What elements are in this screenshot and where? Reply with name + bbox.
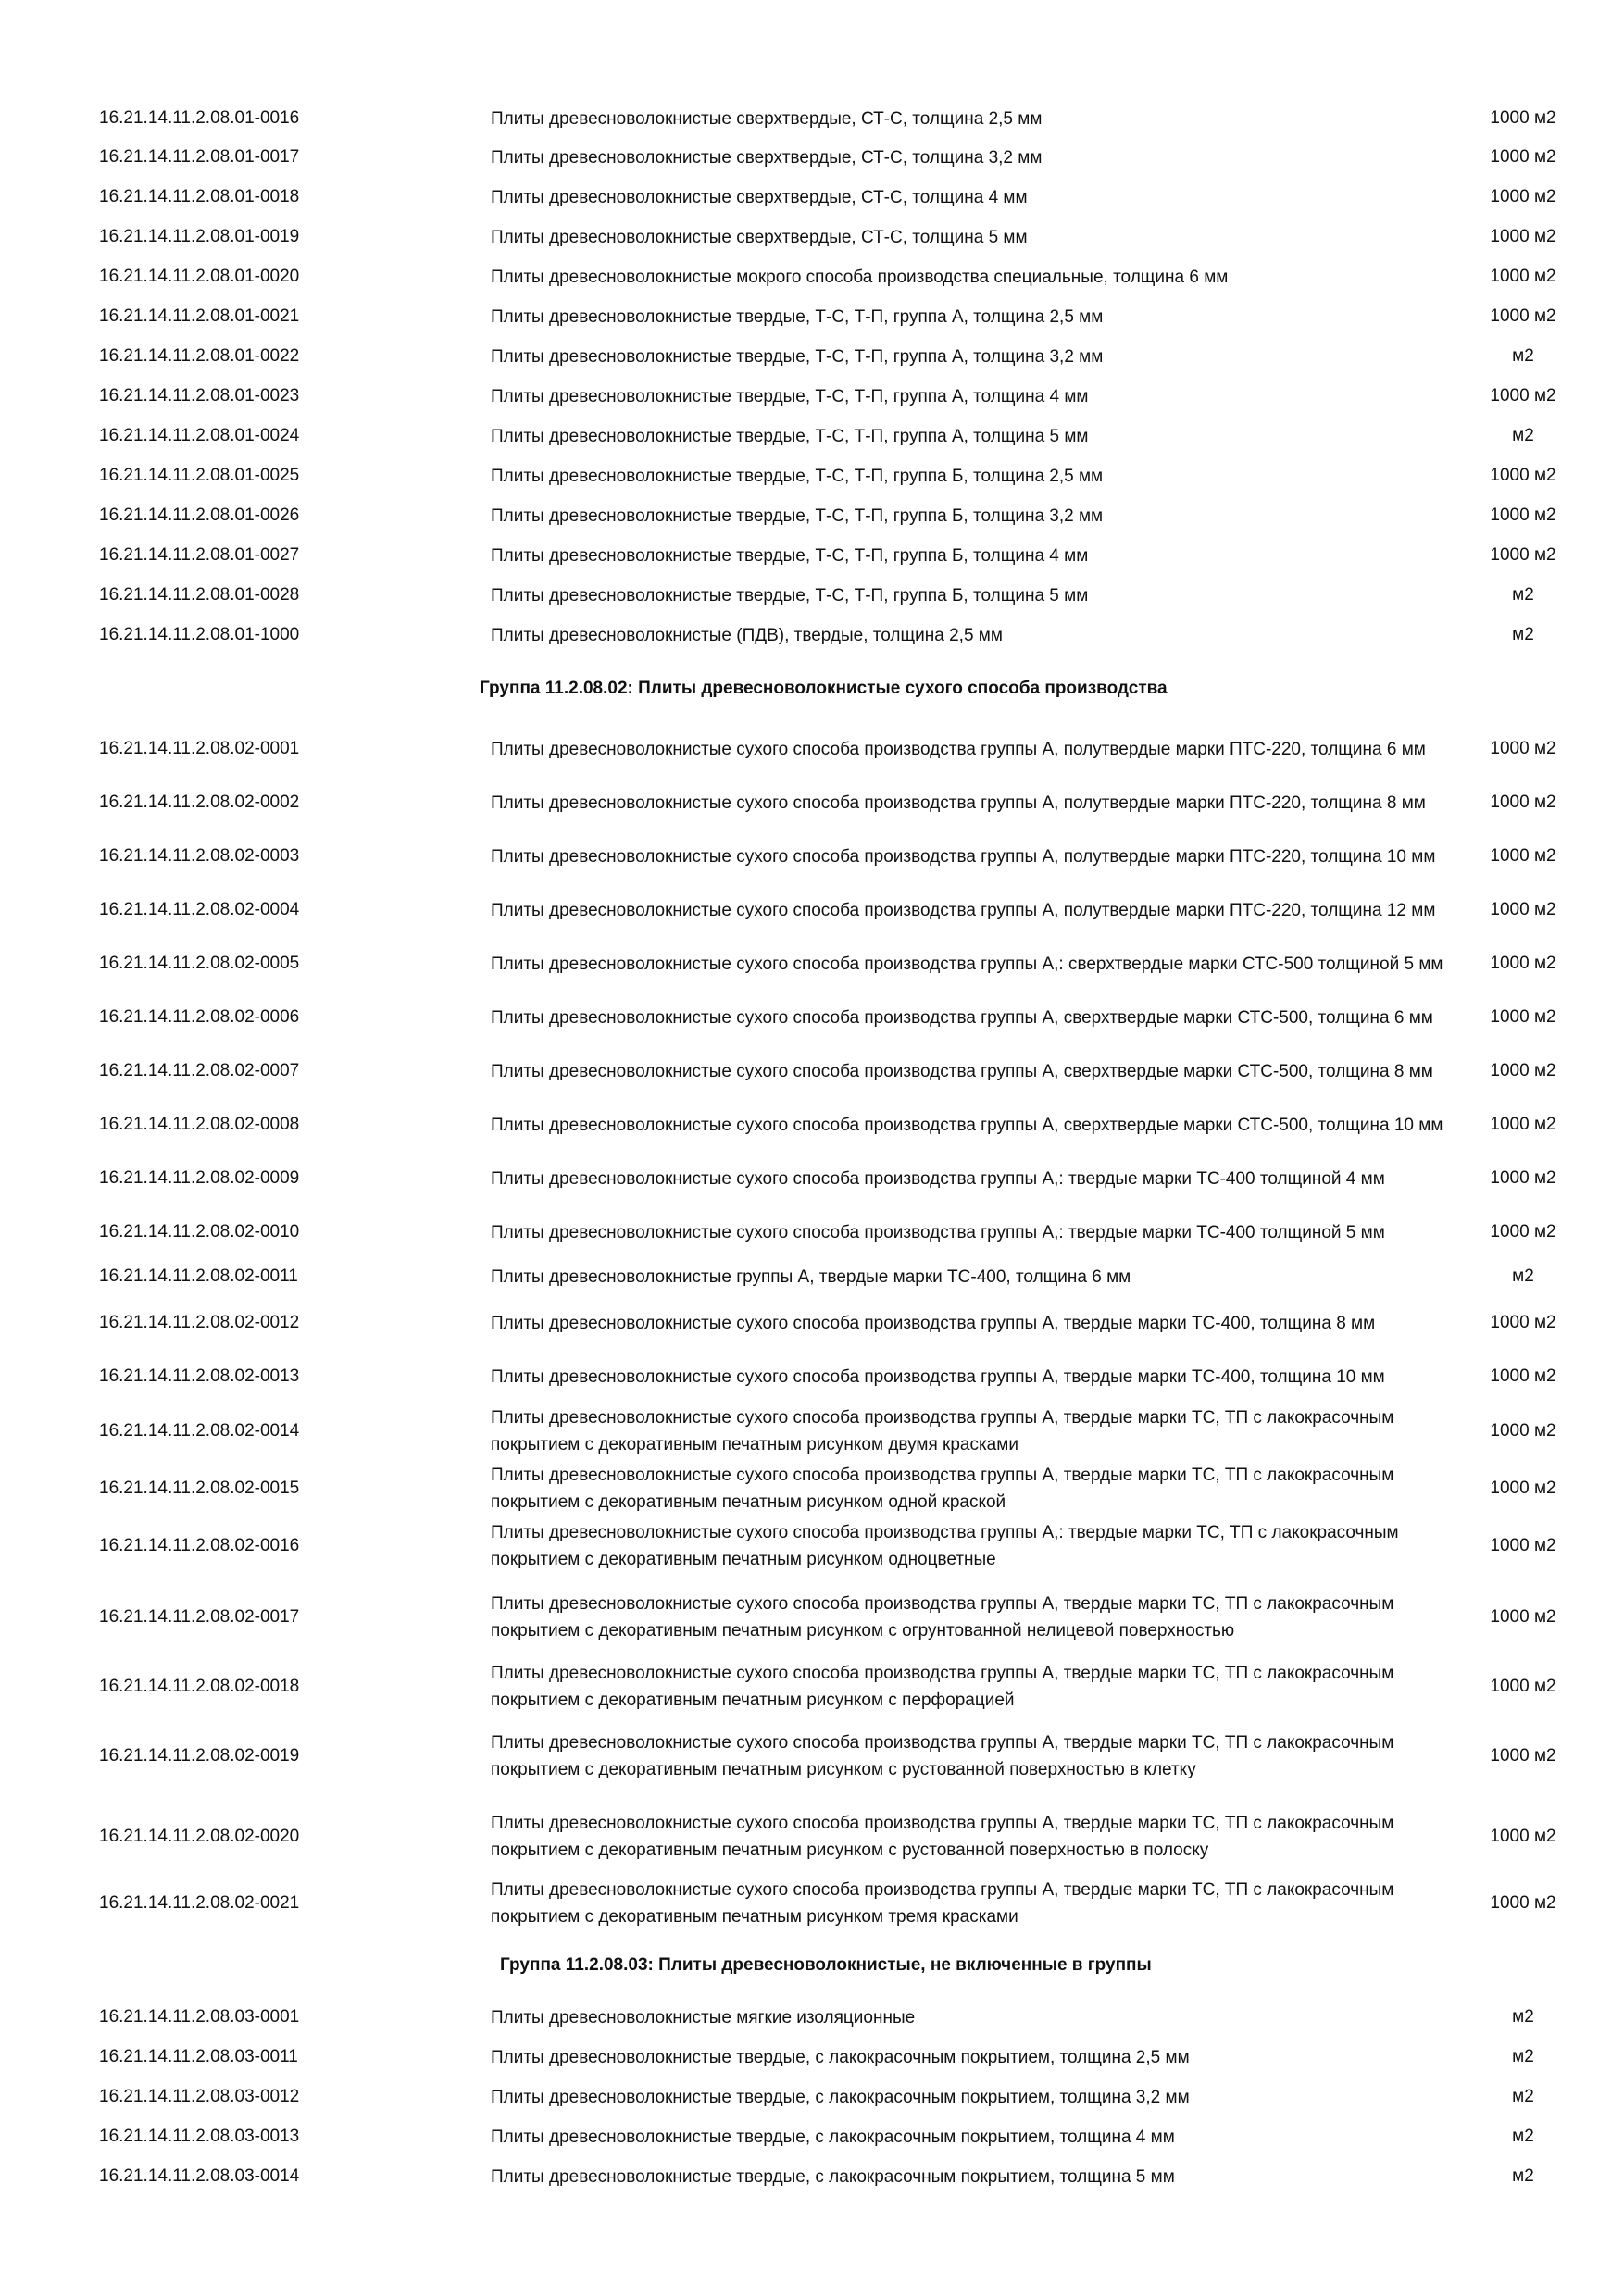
table-row (0, 991, 1624, 1044)
table-row (0, 184, 1624, 210)
item-description: Плиты древесноволокнистые сухого способа производства группы А, твердые марки ТС, ТП с лакокрасочным покрытием с декоративным печатным рисунком с рустованной поверхностью в клетку (491, 1732, 1394, 1779)
item-unit: 1000 м2 (1490, 1536, 1556, 1555)
item-unit: 1000 м2 (1490, 1222, 1556, 1242)
item-unit: 1000 м2 (1490, 545, 1556, 565)
item-code: 16.21.14.11.2.08.03-0011 (99, 2047, 298, 2066)
table-row (0, 1152, 1624, 1205)
item-code: 16.21.14.11.2.08.02-0004 (99, 900, 300, 919)
item-unit: 1000 м2 (1490, 1745, 1556, 1766)
table-row (0, 2124, 1624, 2150)
item-description: Плиты древесноволокнистые твердые, Т-С, Т-П, группа А, толщина 3,2 мм (491, 346, 1104, 367)
table-row (0, 503, 1624, 529)
item-code: 16.21.14.11.2.08.01-0025 (99, 466, 300, 485)
table-row (0, 582, 1624, 608)
item-code: 16.21.14.11.2.08.02-0021 (99, 1893, 300, 1913)
table-row (0, 1098, 1624, 1152)
table-row (0, 343, 1624, 369)
table-row (0, 622, 1624, 648)
item-code: 16.21.14.11.2.08.01-1000 (99, 625, 300, 644)
item-code: 16.21.14.11.2.08.01-0017 (99, 147, 300, 167)
table-row (0, 830, 1624, 883)
item-code: 16.21.14.11.2.08.01-0024 (99, 426, 300, 445)
item-description: Плиты древесноволокнистые сухого способа производства группы А, твердые марки ТС, ТП с лакокрасочным покрытием с декоративным печатным рисунком двумя красками (491, 1408, 1394, 1454)
item-unit: 1000 м2 (1490, 792, 1556, 812)
item-description: Плиты древесноволокнистые сухого способа производства группы А, полутвердые марки ПТС-220, толщина 10 мм (491, 846, 1436, 867)
item-unit: м2 (1512, 2047, 1534, 2066)
item-description: Плиты древесноволокнистые сухого способа производства группы А, твердые марки ТС, ТП с лакокрасочным покрытием с декоративным печатным рисунком с перфорацией (491, 1664, 1394, 1710)
item-code: 16.21.14.11.2.08.02-0016 (99, 1536, 300, 1555)
table-row (0, 776, 1624, 830)
item-unit: 1000 м2 (1490, 1606, 1556, 1627)
item-unit: 1000 м2 (1490, 227, 1556, 246)
item-unit: 1000 м2 (1490, 846, 1556, 866)
table-row (0, 722, 1624, 776)
table-row (0, 1264, 1624, 1290)
table-row (0, 1716, 1624, 1796)
item-description: Плиты древесноволокнистые сухого способа производства группы А, твердые марки ТС-400, толщина 10 мм (491, 1366, 1385, 1387)
table-row (0, 304, 1624, 330)
table-row (0, 383, 1624, 409)
item-description: Плиты древесноволокнистые сухого способа производства группы А, сверхтвердые марки СТС-500, толщина 8 мм (491, 1061, 1433, 1081)
item-description: Плиты древесноволокнистые сухого способа производства группы А, полутвердые марки ПТС-220, толщина 8 мм (491, 792, 1426, 813)
item-description: Плиты древесноволокнистые твердые, Т-С, Т-П, группа Б, толщина 4 мм (491, 545, 1089, 566)
item-description: Плиты древесноволокнистые твердые, Т-С, Т-П, группа Б, толщина 3,2 мм (491, 505, 1104, 526)
item-unit: 1000 м2 (1490, 147, 1556, 167)
item-unit: 1000 м2 (1490, 267, 1556, 286)
item-description: Плиты древесноволокнистые твердые, Т-С, Т-П, группа Б, толщина 5 мм (491, 585, 1089, 605)
item-description: Плиты древесноволокнистые сухого способа производства группы А, сверхтвердые марки СТС-500, толщина 10 мм (491, 1115, 1443, 1135)
item-unit: 1000 м2 (1490, 466, 1556, 485)
table-row (0, 1660, 1624, 1714)
item-code: 16.21.14.11.2.08.02-0009 (99, 1168, 300, 1188)
item-unit: м2 (1512, 2087, 1534, 2106)
item-code: 16.21.14.11.2.08.03-0012 (99, 2087, 300, 2106)
item-unit: 1000 м2 (1490, 1313, 1556, 1332)
table-row (0, 1796, 1624, 1877)
table-row (0, 1877, 1624, 1930)
item-unit: 1000 м2 (1490, 1115, 1556, 1134)
table-row (0, 1044, 1624, 1098)
item-unit: м2 (1512, 2127, 1534, 2146)
table-row (0, 463, 1624, 489)
item-code: 16.21.14.11.2.08.02-0013 (99, 1366, 300, 1386)
item-unit: 1000 м2 (1490, 1007, 1556, 1027)
item-code: 16.21.14.11.2.08.02-0012 (99, 1313, 300, 1332)
item-code: 16.21.14.11.2.08.01-0019 (99, 227, 300, 246)
item-code: 16.21.14.11.2.08.02-0002 (99, 792, 300, 812)
item-description: Плиты древесноволокнистые сверхтвердые, СТ-С, толщина 5 мм (491, 227, 1028, 247)
item-code: 16.21.14.11.2.08.01-0018 (99, 187, 300, 206)
item-code: 16.21.14.11.2.08.02-0007 (99, 1061, 300, 1080)
group-heading: Группа 11.2.08.03: Плиты древесноволокнистые, не включенные в группы (500, 1955, 1152, 1975)
item-description: Плиты древесноволокнистые сухого способа производства группы А, твердые марки ТС, ТП с лакокрасочным покрытием с декоративным печатным рисунком с огрунтованной нелицевой поверхностью (491, 1593, 1394, 1641)
item-code: 16.21.14.11.2.08.01-0016 (99, 108, 300, 128)
item-unit: 1000 м2 (1490, 108, 1556, 128)
item-description: Плиты древесноволокнистые сухого способа производства группы А,: сверхтвердые марки СТС-500 толщиной 5 мм (491, 954, 1443, 974)
table-row (0, 2044, 1624, 2070)
table-row (0, 2004, 1624, 2030)
item-description: Плиты древесноволокнистые сухого способа производства группы А, твердые марки ТС, ТП с лакокрасочным покрытием с декоративным печатным рисунком тремя красками (491, 1880, 1394, 1927)
item-unit: м2 (1512, 426, 1534, 445)
item-code: 16.21.14.11.2.08.02-0005 (99, 954, 300, 973)
item-unit: 1000 м2 (1490, 306, 1556, 326)
item-description: Плиты древесноволокнистые твердые, Т-С, Т-П, группа А, толщина 2,5 мм (491, 306, 1104, 327)
item-unit: м2 (1512, 625, 1534, 644)
item-code: 16.21.14.11.2.08.02-0017 (99, 1606, 300, 1627)
item-code: 16.21.14.11.2.08.01-0021 (99, 306, 300, 326)
table-row (0, 144, 1624, 170)
item-unit: м2 (1512, 1267, 1534, 1286)
item-description: Плиты древесноволокнистые твердые, с лакокрасочным покрытием, толщина 3,2 мм (491, 2087, 1190, 2107)
item-code: 16.21.14.11.2.08.02-0001 (99, 739, 300, 758)
table-row (0, 1462, 1624, 1516)
table-row (0, 224, 1624, 250)
item-code: 16.21.14.11.2.08.01-0020 (99, 267, 300, 286)
item-unit: 1000 м2 (1490, 1826, 1556, 1846)
item-code: 16.21.14.11.2.08.01-0026 (99, 505, 300, 525)
item-unit: м2 (1512, 2166, 1534, 2186)
item-code: 16.21.14.11.2.08.02-0008 (99, 1115, 300, 1134)
item-description: Плиты древесноволокнистые мягкие изоляционные (491, 2007, 916, 2028)
item-description: Плиты древесноволокнистые твердые, с лакокрасочным покрытием, толщина 2,5 мм (491, 2047, 1190, 2067)
item-description: Плиты древесноволокнистые группы А, твердые марки ТС-400, толщина 6 мм (491, 1267, 1131, 1287)
item-description: Плиты древесноволокнистые сухого способа производства группы А, полутвердые марки ПТС-220, толщина 6 мм (491, 739, 1426, 759)
item-description: Плиты древесноволокнистые сухого способа производства группы А, твердые марки ТС, ТП с лакокрасочным покрытием с декоративным печатным рисунком с рустованной поверхностью в полоску (491, 1813, 1394, 1860)
group-heading: Группа 11.2.08.02: Плиты древесноволокнистые сухого способа производства (480, 679, 1168, 698)
table-row (0, 2084, 1624, 2110)
item-description: Плиты древесноволокнистые сухого способа производства группы А,: твердые марки ТС-400 толщиной 5 мм (491, 1222, 1385, 1242)
item-unit: 1000 м2 (1490, 187, 1556, 206)
item-description: Плиты древесноволокнистые сухого способа производства группы А, твердые марки ТС-400, толщина 8 мм (491, 1313, 1376, 1333)
item-description: Плиты древесноволокнистые сверхтвердые, СТ-С, толщина 3,2 мм (491, 147, 1043, 168)
item-code: 16.21.14.11.2.08.02-0020 (99, 1826, 300, 1846)
item-description: Плиты древесноволокнистые сухого способа производства группы А, полутвердые марки ПТС-220, толщина 12 мм (491, 900, 1436, 920)
item-unit: 1000 м2 (1490, 1061, 1556, 1080)
item-code: 16.21.14.11.2.08.02-0015 (99, 1479, 300, 1498)
table-row (0, 543, 1624, 568)
item-code: 16.21.14.11.2.08.02-0003 (99, 846, 300, 866)
item-unit: 1000 м2 (1490, 1479, 1556, 1498)
item-description: Плиты древесноволокнистые мокрого способа производства специальные, толщина 6 мм (491, 267, 1229, 287)
item-description: Плиты древесноволокнистые сухого способа производства группы А,: твердые марки ТС-400 толщиной 4 мм (491, 1168, 1385, 1189)
item-unit: 1000 м2 (1490, 954, 1556, 973)
item-description: Плиты древесноволокнистые (ПДВ), твердые, толщина 2,5 мм (491, 625, 1003, 645)
item-unit: 1000 м2 (1490, 1677, 1556, 1696)
item-code: 16.21.14.11.2.08.02-0006 (99, 1007, 300, 1027)
item-unit: м2 (1512, 2007, 1534, 2027)
item-code: 16.21.14.11.2.08.02-0014 (99, 1421, 300, 1441)
item-unit: м2 (1512, 585, 1534, 605)
item-unit: 1000 м2 (1490, 1893, 1556, 1913)
table-row (0, 2164, 1624, 2190)
item-description: Плиты древесноволокнистые твердые, с лакокрасочным покрытием, толщина 4 мм (491, 2127, 1175, 2147)
item-unit: м2 (1512, 346, 1534, 366)
item-unit: 1000 м2 (1490, 505, 1556, 525)
table-row (0, 1577, 1624, 1657)
item-code: 16.21.14.11.2.08.02-0018 (99, 1677, 300, 1696)
item-code: 16.21.14.11.2.08.01-0022 (99, 346, 300, 366)
table-row (0, 1350, 1624, 1404)
item-code: 16.21.14.11.2.08.02-0011 (99, 1267, 298, 1286)
item-unit: 1000 м2 (1490, 1421, 1556, 1441)
item-description: Плиты древесноволокнистые сверхтвердые, СТ-С, толщина 2,5 мм (491, 108, 1043, 129)
table-row (0, 937, 1624, 991)
item-unit: 1000 м2 (1490, 900, 1556, 919)
item-code: 16.21.14.11.2.08.03-0013 (99, 2127, 300, 2146)
item-description: Плиты древесноволокнистые твердые, с лакокрасочным покрытием, толщина 5 мм (491, 2166, 1175, 2187)
item-description: Плиты древесноволокнистые сухого способа производства группы А,: твердые марки ТС, ТП с лакокрасочным покрытием с декоративным печатным рисунком одноцветные (491, 1523, 1399, 1569)
item-code: 16.21.14.11.2.08.03-0001 (99, 2007, 300, 2027)
item-description: Плиты древесноволокнистые твердые, Т-С, Т-П, группа Б, толщина 2,5 мм (491, 466, 1104, 486)
item-description: Плиты древесноволокнистые твердые, Т-С, Т-П, группа А, толщина 5 мм (491, 426, 1089, 446)
table-row (0, 1404, 1624, 1458)
item-description: Плиты древесноволокнистые сверхтвердые, СТ-С, толщина 4 мм (491, 187, 1028, 207)
table-row (0, 1296, 1624, 1350)
item-code: 16.21.14.11.2.08.01-0028 (99, 585, 300, 605)
item-description: Плиты древесноволокнистые сухого способа производства группы А, твердые марки ТС, ТП с лакокрасочным покрытием с декоративным печатным рисунком одной краской (491, 1466, 1394, 1512)
item-description: Плиты древесноволокнистые сухого способа производства группы А, сверхтвердые марки СТС-500, толщина 6 мм (491, 1007, 1433, 1028)
item-code: 16.21.14.11.2.08.01-0027 (99, 545, 300, 565)
item-unit: 1000 м2 (1490, 386, 1556, 406)
item-unit: 1000 м2 (1490, 739, 1556, 758)
item-unit: 1000 м2 (1490, 1168, 1556, 1188)
table-row (0, 106, 1624, 131)
item-code: 16.21.14.11.2.08.01-0023 (99, 386, 300, 406)
item-unit: 1000 м2 (1490, 1366, 1556, 1386)
table-row (0, 1205, 1624, 1259)
item-description: Плиты древесноволокнистые твердые, Т-С, Т-П, группа А, толщина 4 мм (491, 386, 1089, 406)
table-row (0, 423, 1624, 449)
table-row (0, 1519, 1624, 1573)
item-code: 16.21.14.11.2.08.02-0019 (99, 1745, 300, 1766)
item-code: 16.21.14.11.2.08.03-0014 (99, 2166, 300, 2186)
item-code: 16.21.14.11.2.08.02-0010 (99, 1222, 300, 1242)
table-row (0, 264, 1624, 290)
table-row (0, 883, 1624, 937)
